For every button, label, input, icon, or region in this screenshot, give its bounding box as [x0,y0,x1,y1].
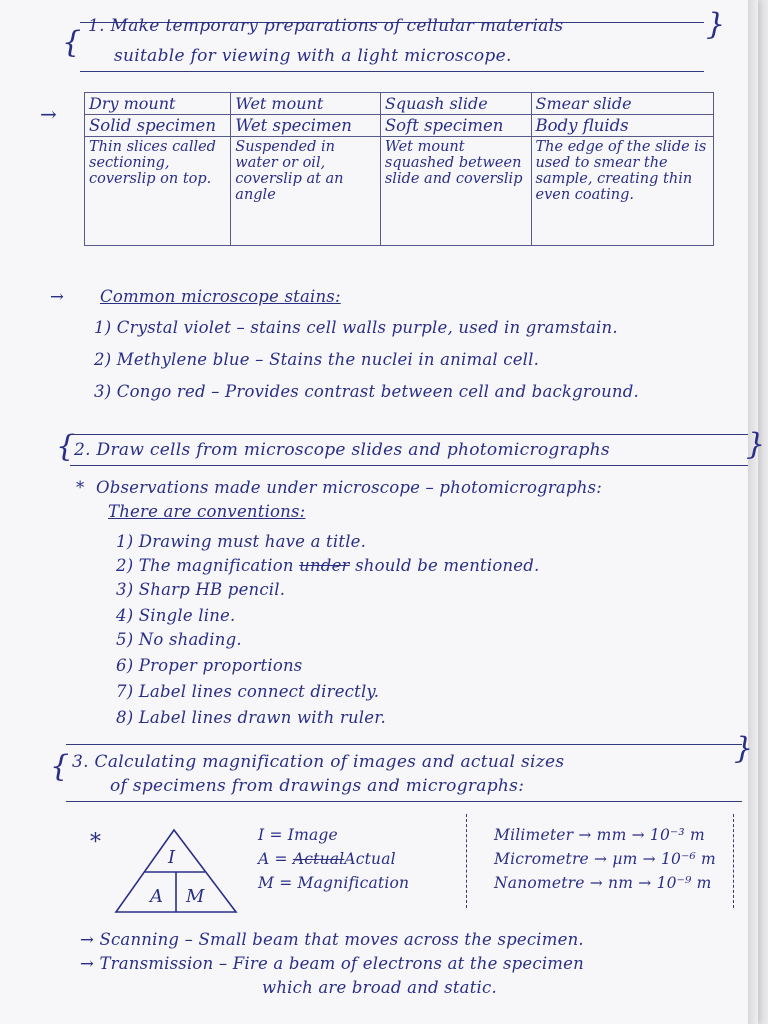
table-cell: The edge of the slide is used to smear the sample, creating thin even coating. [531,137,714,246]
legend-image: I = Image [258,826,338,844]
legend-magnification: M = Magnification [258,874,410,892]
table-row [85,115,714,137]
legend-actual-struck: Actual [292,850,345,868]
table-header-cell: Wet mount [231,93,381,115]
convention-item: 6) Proper proportions [116,656,303,675]
convention-text: 2) The magnification [116,556,294,575]
convention-item: 4) Single line. [116,606,236,625]
right-brace: } [706,7,726,42]
stain-item: 1) Crystal violet – stains cell walls purple, used in gramstain. [94,318,618,337]
table-cell: Thin slices called sectioning, coverslip on top. [85,137,231,246]
convention-item: 3) Sharp HB pencil. [116,580,286,599]
legend-actual-rest: Actual [344,850,396,868]
convention-item: 8) Label lines drawn with ruler. [116,708,386,727]
section1-heading-line2: suitable for viewing with a light microscope. [114,46,512,66]
legend-actual [258,850,396,868]
page-edge [748,0,758,1024]
stains-title: Common microscope stains: [100,287,341,306]
table-cell: Soft specimen [380,115,531,137]
right-brace: } [746,427,766,462]
transmission-text: → Transmission – Fire a beam of electrons at the specimen [80,954,584,973]
convention-item: 1) Drawing must have a title. [116,532,367,551]
table-cell: Solid specimen [85,115,231,137]
left-brace: { [50,749,70,784]
table-header-cell: Dry mount [85,93,231,115]
left-brace: { [56,429,76,464]
scanning-text: → Scanning – Small beam that moves across the specimen. [80,930,584,949]
table-cell: Wet mount squashed between slide and coverslip [380,137,531,246]
triangle-top-letter: I [168,847,176,868]
triangle-right-letter: M [186,886,205,907]
convention-item: 7) Label lines connect directly. [116,682,380,701]
transmission-cont-text: which are broad and static. [262,978,497,997]
left-brace: { [62,25,82,60]
arrow-icon: → [40,102,57,126]
section3-heading-line2: of specimens from drawings and micrographs: [110,776,525,796]
unit-row: Nanometre → nm → 10⁻⁹ m [494,874,712,892]
section1-heading-line1: 1. Make temporary preparations of cellular materials [88,16,564,36]
stain-item: 2) Methylene blue – Stains the nuclei in animal cell. [94,350,540,369]
stains-arrow-icon: → [50,287,65,306]
unit-row: Micrometre → µm → 10⁻⁶ m [494,850,716,868]
table-cell: Wet specimen [231,115,381,137]
triangle-left-letter: A [150,886,163,907]
legend-actual-prefix: A = [258,850,288,868]
stain-item: 3) Congo red – Provides contrast between cell and background. [94,382,639,401]
star-icon: * [76,478,85,497]
observations-text: Observations made under microscope – photomicrographs: [96,478,602,497]
table-row [85,137,714,246]
convention-text-rest: should be mentioned. [355,556,540,575]
convention-item [116,556,539,575]
table-header-cell: Squash slide [380,93,531,115]
table-header-row [85,93,714,115]
right-brace: } [734,731,754,766]
iam-triangle-diagram [112,826,242,918]
unit-row: Milimeter → mm → 10⁻³ m [494,826,705,844]
struck-word: under [299,556,350,575]
table-header-cell: Smear slide [531,93,714,115]
conventions-title: There are conventions: [108,502,306,521]
section2-heading: 2. Draw cells from microscope slides and photomicrographs [74,440,610,460]
section3-heading-line1: 3. Calculating magnification of images and actual sizes [72,752,565,772]
table-cell: Suspended in water or oil, coverslip at an angle [231,137,381,246]
table-cell: Body fluids [531,115,714,137]
star-icon: * [90,830,101,855]
convention-item: 5) No shading. [116,630,242,649]
preparation-table [84,92,714,246]
